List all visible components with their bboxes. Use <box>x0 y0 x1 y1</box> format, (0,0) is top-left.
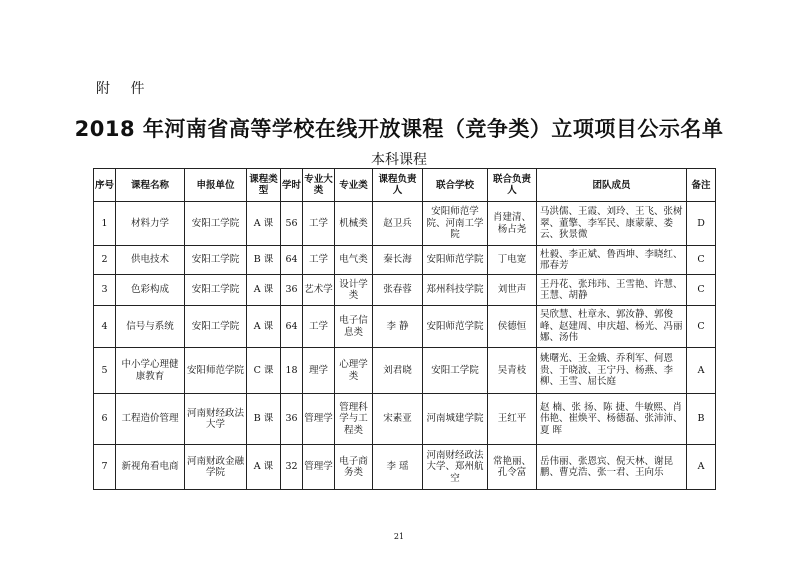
cell-major-category: 艺术学 <box>303 275 335 306</box>
cell-course-name: 材料力学 <box>116 202 185 246</box>
cell-partner-leader: 侯德恒 <box>488 306 537 348</box>
table-row <box>94 306 716 348</box>
header-course-name: 课程名称 <box>116 169 185 202</box>
header-no: 序号 <box>94 169 116 202</box>
cell-team-members: 王丹花、张玮玮、王雪艳、许慧、王慧、胡静 <box>537 275 687 306</box>
header-credit: 学时 <box>281 169 303 202</box>
cell-major-category: 管理学 <box>303 394 335 445</box>
cell-course-leader: 李 静 <box>373 306 423 348</box>
cell-course-name: 色彩构成 <box>116 275 185 306</box>
table-header-row <box>94 169 716 202</box>
table-row <box>94 275 716 306</box>
cell-course-type: A 课 <box>247 445 281 490</box>
cell-major-category: 工学 <box>303 202 335 246</box>
cell-team-members: 杜毅、李正斌、鲁西坤、李晓红、邢春芳 <box>537 246 687 275</box>
cell-course-leader: 宋素亚 <box>373 394 423 445</box>
cell-credit: 64 <box>281 306 303 348</box>
cell-remark: A <box>687 348 716 394</box>
cell-no: 5 <box>94 348 116 394</box>
cell-remark: D <box>687 202 716 246</box>
cell-partner-school: 河南城建学院 <box>423 394 488 445</box>
table-row <box>94 202 716 246</box>
cell-course-name: 新视角看电商 <box>116 445 185 490</box>
cell-partner-school: 安阳师范学院 <box>423 306 488 348</box>
cell-course-type: B 课 <box>247 394 281 445</box>
cell-credit: 36 <box>281 275 303 306</box>
cell-team-members: 赵 楠、张 扬、陈 捷、牛敏熙、肖伟艳、崔焕平、杨德磊、张沛沛、夏 晖 <box>537 394 687 445</box>
cell-course-leader: 张春蓉 <box>373 275 423 306</box>
cell-major-class: 管理科学与工程类 <box>335 394 373 445</box>
header-team-members: 团队成员 <box>537 169 687 202</box>
cell-course-leader: 李 瑶 <box>373 445 423 490</box>
cell-course-type: A 课 <box>247 202 281 246</box>
cell-course-name: 供电技术 <box>116 246 185 275</box>
cell-course-name: 中小学心理健康教育 <box>116 348 185 394</box>
cell-team-members: 姚曙光、王金娥、乔利军、何恩贵、于晓波、王宁丹、杨燕、李柳、王雪、屈长庭 <box>537 348 687 394</box>
cell-partner-school: 安阳师范学院 <box>423 246 488 275</box>
cell-partner-leader: 常艳丽、孔令富 <box>488 445 537 490</box>
cell-major-category: 管理学 <box>303 445 335 490</box>
cell-credit: 36 <box>281 394 303 445</box>
table-row <box>94 394 716 445</box>
page-number: 21 <box>393 532 405 541</box>
cell-major-class: 机械类 <box>335 202 373 246</box>
cell-partner-school: 安阳师范学院、河南工学院 <box>423 202 488 246</box>
table-row <box>94 246 716 275</box>
cell-major-class: 设计学类 <box>335 275 373 306</box>
header-course-leader: 课程负责人 <box>373 169 423 202</box>
cell-partner-leader: 刘世声 <box>488 275 537 306</box>
cell-remark: B <box>687 394 716 445</box>
cell-partner-school: 郑州科技学院 <box>423 275 488 306</box>
header-major-class: 专业类 <box>335 169 373 202</box>
cell-remark: A <box>687 445 716 490</box>
cell-no: 4 <box>94 306 116 348</box>
cell-credit: 56 <box>281 202 303 246</box>
cell-partner-school: 安阳工学院 <box>423 348 488 394</box>
header-applicant-unit: 申报单位 <box>185 169 247 202</box>
table-row <box>94 348 716 394</box>
cell-applicant-unit: 安阳工学院 <box>185 202 247 246</box>
header-course-type: 课程类型 <box>247 169 281 202</box>
cell-applicant-unit: 安阳师范学院 <box>185 348 247 394</box>
header-partner-school: 联合学校 <box>423 169 488 202</box>
cell-no: 7 <box>94 445 116 490</box>
cell-course-name: 工程造价管理 <box>116 394 185 445</box>
course-table <box>93 168 716 490</box>
attachment-label: 附 件 <box>96 81 153 97</box>
cell-team-members: 岳伟丽、张恩宾、倪天林、谢昆鹏、曹克浩、张一君、王向乐 <box>537 445 687 490</box>
cell-remark: C <box>687 275 716 306</box>
cell-partner-leader: 吴青枝 <box>488 348 537 394</box>
table-row <box>94 445 716 490</box>
cell-course-type: C 课 <box>247 348 281 394</box>
cell-partner-leader: 肖建清、杨占尧 <box>488 202 537 246</box>
cell-major-class: 电子商务类 <box>335 445 373 490</box>
cell-credit: 32 <box>281 445 303 490</box>
cell-major-class: 电子信息类 <box>335 306 373 348</box>
cell-no: 3 <box>94 275 116 306</box>
cell-major-class: 电气类 <box>335 246 373 275</box>
cell-no: 1 <box>94 202 116 246</box>
cell-remark: C <box>687 306 716 348</box>
cell-credit: 64 <box>281 246 303 275</box>
header-major-category: 专业大类 <box>303 169 335 202</box>
cell-course-leader: 赵卫兵 <box>373 202 423 246</box>
cell-applicant-unit: 安阳工学院 <box>185 246 247 275</box>
cell-no: 6 <box>94 394 116 445</box>
cell-major-category: 工学 <box>303 306 335 348</box>
cell-applicant-unit: 安阳工学院 <box>185 306 247 348</box>
header-partner-leader: 联合负责人 <box>488 169 537 202</box>
cell-no: 2 <box>94 246 116 275</box>
cell-course-type: A 课 <box>247 275 281 306</box>
cell-applicant-unit: 河南财政金融学院 <box>185 445 247 490</box>
cell-major-class: 心理学类 <box>335 348 373 394</box>
page-title: 2018 年河南省高等学校在线开放课程（竞争类）立项项目公示名单 <box>74 117 724 141</box>
cell-course-name: 信号与系统 <box>116 306 185 348</box>
cell-team-members: 马洪儒、王霞、刘玲、王飞、张树翠、董擎、李军民、康蒙蒙、娄云、狄景微 <box>537 202 687 246</box>
cell-course-leader: 刘君晓 <box>373 348 423 394</box>
cell-team-members: 吴欣慧、杜章永、郭汝静、郭俊峰、赵建周、申庆超、杨光、冯丽娜、汤伟 <box>537 306 687 348</box>
cell-partner-school: 河南财经政法大学、郑州航空 <box>423 445 488 490</box>
cell-course-leader: 秦长海 <box>373 246 423 275</box>
cell-remark: C <box>687 246 716 275</box>
cell-course-type: A 课 <box>247 306 281 348</box>
cell-credit: 18 <box>281 348 303 394</box>
cell-course-type: B 课 <box>247 246 281 275</box>
cell-major-category: 工学 <box>303 246 335 275</box>
header-remark: 备注 <box>687 169 716 202</box>
cell-partner-leader: 丁电宽 <box>488 246 537 275</box>
cell-partner-leader: 王红平 <box>488 394 537 445</box>
section-subtitle: 本科课程 <box>371 152 427 168</box>
cell-applicant-unit: 河南财经政法大学 <box>185 394 247 445</box>
cell-major-category: 理学 <box>303 348 335 394</box>
cell-applicant-unit: 安阳工学院 <box>185 275 247 306</box>
